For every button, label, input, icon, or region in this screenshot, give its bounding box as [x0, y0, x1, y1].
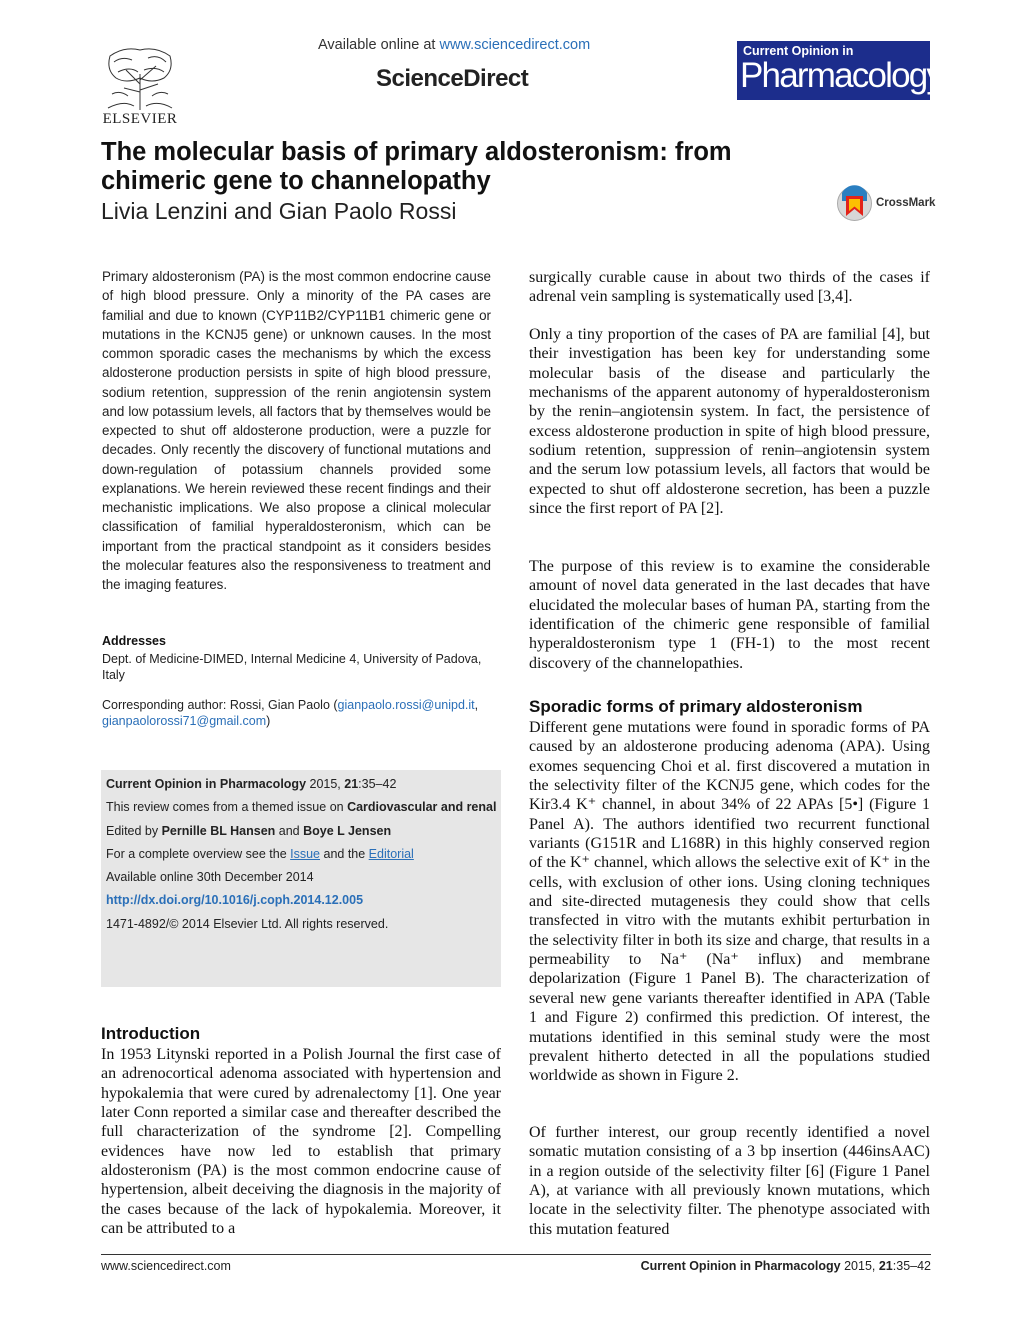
abstract: Primary aldosteronism (PA) is the most common endocrine cause of high blood pressure. Only a minority of the PA cases are familial and due to known (CYP11B2/CYP11B1 chimeric gene or mutations in the KCNJ5 gene) or unknown causes. In the most common sporadic cases the mechanisms by which the excess aldosterone production persists in spite of high blood pressure, sodium retention, suppression of the renin angiotensin system and low potassium levels, all factors that by themselves would be expected to shut off aldosterone production, were a puzzle for decades. Only recently the discovery of functional mutations and down-regulation of potassium channels provided some explanations. We herein reviewed these recent findings and their mechanistic implications. We also propose a clinical molecular classification of familial hyperaldosteronism, which can be important from the practical standpoint as it considers besides the molecular features also the responsiveness to treatment and the imaging features.	[102, 269, 491, 592]
footer-pages: :35–42	[892, 1259, 931, 1273]
copyright-line: 1471-4892/© 2014 Elsevier Ltd. All rights reserved.	[106, 917, 389, 931]
right-paragraph-2: Only a tiny proportion of the cases of PA are familial [4], but their investigation has been key for understanding some molecular basis of the disease and particularly the mechanisms of the apparent autonomy of hyperaldosteronism by the renin–angiotensin system. In fact, the persistence of excess aldosterone production in spite of high blood pressure, sodium retention, suppression of renin–angiotensin system and the serum low potassium levels, all factors that would be expected to shut off aldosterone secretion, has been a puzzle since the first report of PA [2].	[529, 326, 930, 518]
email-separator: ,	[474, 698, 479, 712]
editors-and: and	[275, 824, 304, 838]
elsevier-logo	[100, 44, 180, 130]
crossmark-icon	[836, 185, 873, 222]
info-volume: 21	[344, 777, 359, 791]
available-prefix: Available online at	[318, 37, 440, 53]
introduction-heading: Introduction	[101, 1024, 201, 1043]
available-online-date: Available online 30th December 2014	[106, 870, 314, 884]
addresses-heading: Addresses	[102, 634, 166, 648]
journal-badge	[737, 41, 943, 100]
crossmark-label: CrossMark	[876, 197, 936, 209]
crossmark-button[interactable]	[836, 185, 936, 223]
info-pages: :35–42	[358, 777, 397, 791]
journal-badge-top: Current Opinion in	[743, 44, 854, 58]
issue-link[interactable]: Issue	[290, 847, 321, 861]
editors-line	[106, 824, 391, 838]
footer-volume: 21	[878, 1259, 893, 1273]
themed-issue-line	[106, 800, 496, 814]
introduction-text: In 1953 Litynski reported in a Polish Journal the first case of an adrenocortical adenoma associated with hypertension and hypokalemia that were cured by adrenalectomy [1]. One year later Conn reported a similar case and thereafter described the full characterization of the syndrome [2]. Compelling evidences have now led to establish that primary aldosteronism (PA) is the most common endocrine cause of hypertension, albeit deceiving the diagnosis in the majority of the cases because of the lack of hypokalemia. Moreover, it can be attributed to a	[101, 1046, 501, 1238]
email-link-2[interactable]: gianpaolorossi71@gmail.com	[102, 714, 267, 728]
footer-journal: Current Opinion in Pharmacology	[640, 1259, 841, 1273]
themed-topic: Cardiovascular and renal	[347, 800, 497, 814]
doi-link[interactable]: http://dx.doi.org/10.1016/j.coph.2014.12.005	[106, 893, 364, 907]
editorial-link[interactable]: Editorial	[368, 847, 414, 861]
sporadic-heading: Sporadic forms of primary aldosteronism	[529, 697, 863, 716]
right-paragraph-1: surgically curable cause in about two thirds of the cases if adrenal vein sampling is systematically used [3,4].	[529, 269, 930, 306]
corresponding-suffix: )	[266, 714, 271, 728]
overview-line	[106, 847, 414, 861]
edited-prefix: Edited by	[106, 824, 162, 838]
right-paragraph-3: The purpose of this review is to examine the considerable amount of novel data generated in the last decades that have elucidated the molecular bases of human PA, starting from the identification of the chimeric gene responsible of familial hyperaldosteronism type 1 (FH-1) to the most recent discovery of the channelopathies.	[529, 558, 930, 672]
publisher-name: ELSEVIER	[102, 111, 178, 127]
footer-year: 2015,	[840, 1259, 879, 1273]
info-journal: Current Opinion in Pharmacology	[106, 777, 307, 791]
themed-prefix: This review comes from a themed issue on	[106, 800, 348, 814]
sciencedirect-brand: ScienceDirect	[376, 65, 529, 92]
editor-1: Pernille BL Hansen	[161, 824, 276, 838]
corresponding-author	[102, 697, 497, 729]
article-info-box	[101, 770, 501, 987]
right-paragraph-4: Different gene mutations were found in sporadic forms of PA caused by an aldosterone producing adenoma (APA). Using exomes sequencing Choi et al. first discovered a mutation in the selectivity filter of the KCNJ5 gene, which codes for the Kir3.4 K⁺ channel, in about 34% of 22 APAs [5•] (Figure 1 Panel A). The authors identified two recurrent functional variants (G151R and L168R) in this highly conserved region of the K⁺ channel, which allows the selective exit of K⁺ in the cells, with exclusion of other ions. Using cloning techniques and site-directed mutagenesis they could show that cells transfected in vitro with the mutants exhibit perturbation in the selectivity filter in both its size and charge, that results in a permeability to Na⁺ (Na⁺ influx) and membrane depolarization (Figure 1 Panel B). The characterization of several new gene variants thereafter identified in APA (Table 1 and Figure 2) confirmed this prediction. Of interest, the mutations identified in this seminal study were the most prevalent hitherto detected in all the populations studied worldwide as shown in Figure 2.	[529, 719, 930, 1085]
email-link-1[interactable]: gianpaolo.rossi@unipd.it	[337, 698, 475, 712]
footer-divider	[101, 1254, 931, 1255]
sciencedirect-link[interactable]: www.sciencedirect.com	[439, 37, 591, 53]
info-year: 2015,	[306, 777, 345, 791]
overview-and: and the	[320, 847, 369, 861]
elsevier-tree-icon	[104, 44, 176, 112]
article-authors: Livia Lenzini and Gian Paolo Rossi	[101, 198, 457, 224]
doi-line	[106, 893, 363, 907]
journal-badge-name: Pharmacology	[740, 56, 943, 95]
footer-url[interactable]: www.sciencedirect.com	[101, 1259, 231, 1273]
right-paragraph-5: Of further interest, our group recently identified a novel somatic mutation consisting of a 3 bp insertion (446insAAC) in a region outside of the selectivity filter [6] (Figure 1 Panel A), at variance with all previously known mutations, which locate in the selectivity filter. The phenotype associated with this mutation featured	[529, 1124, 930, 1238]
article-title: The molecular basis of primary aldosteronism: from chimeric gene to channelopathy	[101, 138, 732, 195]
addresses-text: Dept. of Medicine-DIMED, Internal Medicine 4, University of Padova, Italy	[102, 652, 482, 682]
available-online-line	[318, 37, 590, 53]
citation-line	[106, 777, 396, 791]
footer-citation	[641, 1259, 931, 1273]
overview-prefix: For a complete overview see the	[106, 847, 291, 861]
editor-2: Boye L Jensen	[303, 824, 392, 838]
corresponding-prefix: Corresponding author: Rossi, Gian Paolo (	[102, 698, 338, 712]
